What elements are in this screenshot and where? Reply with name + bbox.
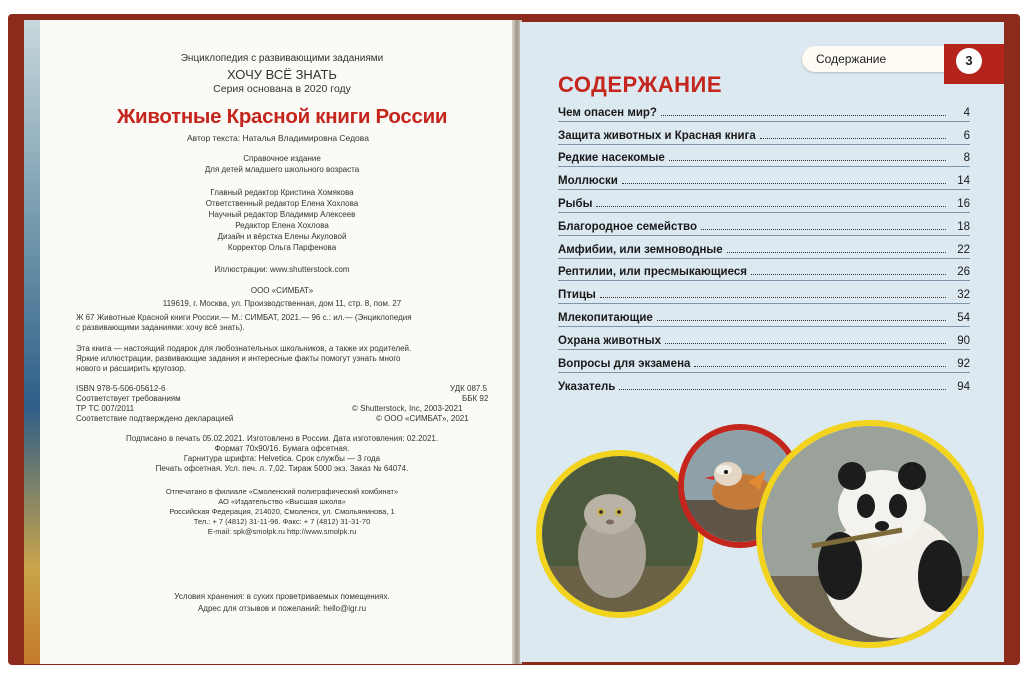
print-info: Формат 70х90/16. Бумага офсетная.: [214, 444, 350, 453]
toc-leader: [622, 182, 946, 184]
toc-page: 16: [957, 197, 970, 210]
storage-conditions: Условия хранения: в сухих проветриваемых помещениях.: [174, 592, 390, 601]
print-info: Гарнитура шрифта: Helvetica. Срок службы — 3 года: [183, 454, 381, 463]
toc-leader: [669, 159, 946, 161]
toc-entry[interactable]: [558, 236, 970, 259]
page-number: 3: [956, 48, 982, 74]
printer-info: Российская Федерация, 214020, Смоленск, ул. Смольянинова, 1: [169, 507, 395, 516]
imprint-page: [24, 20, 517, 664]
book-description: Яркие иллюстрации, развивающие задания и интересные факты помогут узнать много: [76, 354, 401, 363]
toc-list: [558, 99, 970, 395]
bbk: ББК 92: [462, 394, 489, 403]
toc-label: Моллюски: [558, 175, 618, 188]
toc-leader: [657, 319, 946, 321]
toc-page: 4: [963, 106, 970, 119]
toc-page: 54: [957, 311, 970, 324]
toc-label: Защита животных и Красная книга: [558, 129, 756, 142]
publisher-name: ООО «СИМБАТ»: [250, 286, 314, 295]
toc-label: Благородное семейство: [558, 220, 697, 233]
toc-title: СОДЕРЖАНИЕ: [558, 72, 723, 97]
toc-label: Вопросы для экзамена: [558, 357, 691, 370]
toc-page: 14: [957, 175, 970, 188]
copyright-shutterstock: © Shutterstock, Inc, 2003-2021: [352, 404, 463, 413]
toc-label: Охрана животных: [558, 334, 661, 347]
udk: УДК 087.5: [450, 384, 488, 393]
toc-label: Амфибии, или земноводные: [558, 243, 723, 256]
toc-page: 18: [957, 220, 970, 233]
toc-leader: [665, 342, 946, 344]
declaration-line: Соответствие подтверждено декларацией: [76, 414, 234, 423]
author-line: Автор текста: Наталья Владимировна Седова: [187, 133, 369, 143]
toc-entry[interactable]: [558, 213, 970, 236]
toc-page: 26: [957, 266, 970, 279]
printer-info: АО «Издательство «Высшая школа»: [218, 497, 346, 506]
copyright-simbat: © ООО «СИМБАТ», 2021: [376, 414, 469, 423]
publisher-address: 119619, г. Москва, ул. Производственная, дом 11, стр. 8, пом. 27: [162, 299, 402, 308]
printer-info: E-mail: spk@smolpk.ru http://www.smolpk.ru: [207, 527, 357, 536]
toc-page: 92: [957, 357, 970, 370]
print-info: Печать офсетная. Усл. печ. л. 7,02. Тираж 5000 экз. Заказ № 64074.: [155, 464, 409, 473]
print-info: Подписано в печать 05.02.2021. Изготовлено в России. Дата изготовления: 02.2021.: [125, 434, 439, 443]
toc-leader: [661, 114, 946, 116]
toc-page: 6: [963, 129, 970, 142]
credit-line: Редактор Елена Хохлова: [235, 221, 329, 230]
toc-entry[interactable]: [558, 190, 970, 213]
book-title: Животные Красной книги России: [116, 105, 448, 128]
toc-label: Указатель: [558, 381, 616, 394]
toc-entry[interactable]: [558, 145, 970, 168]
manul-cat-image: [542, 456, 698, 612]
toc-leader: [751, 273, 946, 275]
toc-entry[interactable]: [558, 99, 970, 122]
toc-leader: [600, 296, 946, 298]
toc-label: Птицы: [558, 289, 596, 302]
series-line: Энциклопедия с развивающими заданиями: [180, 53, 384, 64]
illustrations-credit: Иллюстрации: www.shutterstock.com: [214, 265, 350, 274]
toc-label: Редкие насекомые: [558, 152, 665, 165]
giant-panda-photo: [756, 420, 984, 648]
toc-label: Чем опасен мир?: [558, 106, 657, 119]
toc-leader: [619, 388, 946, 390]
toc-page: 8: [963, 152, 970, 165]
toc-entry[interactable]: [558, 373, 970, 396]
tr-standard: ТР ТС 007/2011: [76, 404, 135, 413]
toc-page: 90: [957, 334, 970, 347]
book-description: Эта книга — настоящий подарок для любознательных школьников, а также их родителей.: [76, 344, 412, 353]
toc-label: Рептилии, или пресмыкающиеся: [558, 266, 747, 279]
toc-leader: [760, 137, 946, 139]
toc-leader: [596, 205, 946, 207]
toc-entry[interactable]: [558, 350, 970, 373]
toc-entry[interactable]: [558, 327, 970, 350]
section-header-label: Содержание: [816, 52, 887, 66]
section-header: [802, 46, 950, 72]
contents-page: [520, 22, 1004, 662]
toc-entry[interactable]: [558, 259, 970, 282]
giant-panda-image: [762, 426, 978, 642]
printer-info: Отпечатано в филиале «Смоленский полиграфический комбинат»: [165, 487, 399, 496]
catalog-entry: с развивающими заданиями: хочу всё знать).: [76, 323, 245, 332]
book-description: нового и расширить кругозор.: [76, 364, 186, 373]
toc-label: Млекопитающие: [558, 311, 653, 324]
feedback-address: Адрес для отзывов и пожеланий: hello@igr.ru: [197, 604, 367, 613]
toc-page: 22: [957, 243, 970, 256]
toc-label: Рыбы: [558, 197, 593, 210]
toc-leader: [701, 228, 946, 230]
credit-line: Корректор Ольга Парфенова: [227, 243, 337, 252]
page-edge-image: [24, 20, 40, 664]
credit-line: Ответственный редактор Елена Хохлова: [205, 199, 359, 208]
toc-entry[interactable]: [558, 304, 970, 327]
toc-page: 32: [957, 289, 970, 302]
toc-entry[interactable]: [558, 281, 970, 304]
series-name: ХОЧУ ВСЁ ЗНАТЬ: [227, 67, 337, 82]
toc-leader: [694, 365, 946, 367]
credit-line: Дизайн и вёрстка Елены Акуловой: [217, 232, 347, 241]
compliance-line: Соответствует требованиям: [76, 394, 181, 403]
toc-leader: [727, 251, 946, 253]
credit-line: Главный редактор Кристина Хомякова: [210, 188, 354, 197]
printer-info: Тел.: + 7 (4812) 31-11-96. Факс: + 7 (4812) 31-31-70: [193, 517, 371, 526]
credit-line: Научный редактор Владимир Алексеев: [208, 210, 356, 219]
toc-page: 94: [957, 381, 970, 394]
audience: Для детей младшего школьного возраста: [204, 165, 360, 174]
catalog-entry: Ж 67 Животные Красной книги России.— М.: СИМБАТ, 2021.— 96 с.: ил.— (Энциклопедия: [76, 313, 412, 322]
edition-type: Справочное издание: [243, 154, 321, 163]
series-year: Серия основана в 2020 году: [213, 83, 351, 95]
toc-entry[interactable]: [558, 167, 970, 190]
isbn: ISBN 978-5-506-05612-6: [76, 384, 166, 393]
toc-entry[interactable]: [558, 122, 970, 145]
